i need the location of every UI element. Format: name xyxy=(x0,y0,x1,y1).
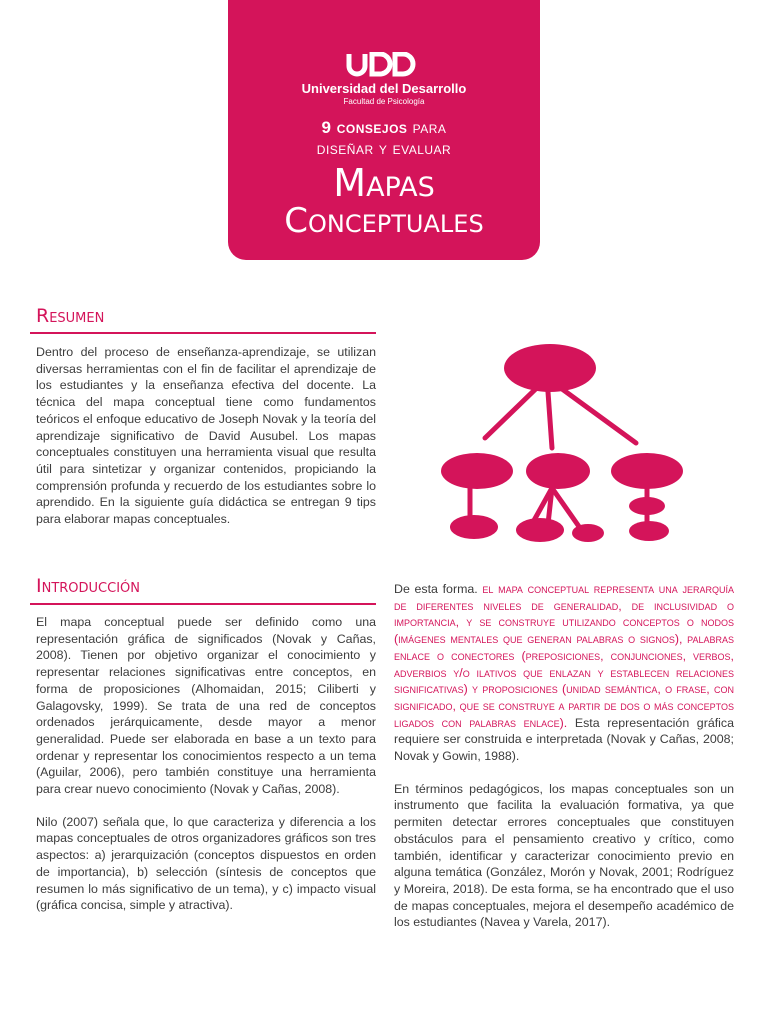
right-paragraph-1-end: Esta representación gráfica requiere ser construida e interpretada (Novak y Cañas, 2008; Novak y Gowin, 1988). xyxy=(394,715,734,764)
resumen-heading: Resumen xyxy=(36,305,105,327)
right-paragraph-1 xyxy=(394,581,734,765)
introduccion-rule xyxy=(30,603,376,605)
resumen-text: Dentro del proceso de enseñanza-aprendizaje, se utilizan diversas herramientas con el fin de facilitar el aprendizaje de los estudiantes y la enseñanza efectiva del docente. La técnica del mapa conceptual tiene como fundamentos teóricos el enfoque educativo de Joseph Novak y la teoría del aprendizaje significativo de David Ausubel. Los mapas conceptuales constituyen una herramienta visual que resulta útil para sintetizar y organizar contenidos, propiciando la comprensión profunda y recuerdo de los estudiantes sobre lo aprendido. En la siguiente guía didáctica se entregan 9 tips para elaborar mapas conceptuales. xyxy=(36,345,376,527)
right-paragraph-2: En términos pedagógicos, los mapas conceptuales son un instrumento que facilita la evaluación formativa, ya que permiten detectar errores conceptuales que constituyen obstáculos para el pensamiento creativo y crítico, como también, identificar y caracterizar conocimiento previo en alguna temática (González, Morón y Novak, 2001; Rodríguez y Moreira, 2018). De esta forma, se ha encontrado que el uso de mapas conceptuales, mejora el desempeño académico de los estudiantes (Navea y Varela, 2017). xyxy=(394,781,734,930)
definition-highlight: el mapa conceptual representa una jerarquía de diferentes niveles de generalidad, de inclusividad o importancia, y se construye utilizando conceptos o nodos (imágenes mentales que generan palabras o signos), palabras enlace o conectores (preposiciones, conjunciones, verbos, adverbios y/o ilativos que enlazan y establecen relaciones significativas) y proposiciones (unidad semántica, o frase, con significado, que se construye a partir de dos o más conceptos ligados con palabras enlace). xyxy=(394,582,734,730)
concept-map-icon xyxy=(440,338,690,548)
right-paragraph-1-start: De esta forma. xyxy=(394,582,483,596)
resumen-rule xyxy=(30,332,376,334)
title-prefix-bold: 9 consejos xyxy=(321,118,408,137)
udd-logo-icon xyxy=(345,52,423,78)
title-main-line2: Conceptuales xyxy=(284,201,484,241)
introduccion-body xyxy=(36,614,376,930)
introduccion-paragraph-1: El mapa conceptual puede ser definido como una representación gráfica de significados (Novak y Cañas, 2008). Tienen por objetivo organizar el conocimiento y representar relaciones significativas entre conceptos, en forma de proposiciones (Alhomaidan, 2015; Ciliberti y Galagovsky, 1999). Se trata de una red de conceptos ordenados jerárquicamente, desde mayor a menor generalidad. Puede ser elaborada en base a un texto para ordenar y representar los conocimientos respecto a un tema (Aguilar, 2006), pero también constituye una herramienta para crear nuevo conocimiento (Novak y Cañas, 2008). xyxy=(36,615,376,797)
header-banner xyxy=(228,0,540,260)
introduccion-paragraph-2: Nilo (2007) señala que, lo que caracteriza y diferencia a los mapas conceptuales de otros organizadores gráficos son tres aspectos: a) jerarquización (conceptos dispuestos en orden de importancia), b) selección (síntesis de conceptos que resumen lo más significativo de un tema), y c) impacto visual (gráfica concisa, simple y atractiva). xyxy=(36,814,376,913)
title-prefix xyxy=(228,118,540,138)
faculty-name: Facultad de Psicología xyxy=(343,97,425,106)
title-prefix-rest: para xyxy=(407,118,447,137)
university-name: Universidad del Desarrollo xyxy=(301,81,467,96)
title-subline: diseñar y evaluar xyxy=(316,139,452,158)
title-main-line1: Mapas xyxy=(333,161,435,205)
introduccion-heading: Introducción xyxy=(36,575,141,597)
right-column-body xyxy=(394,581,734,947)
